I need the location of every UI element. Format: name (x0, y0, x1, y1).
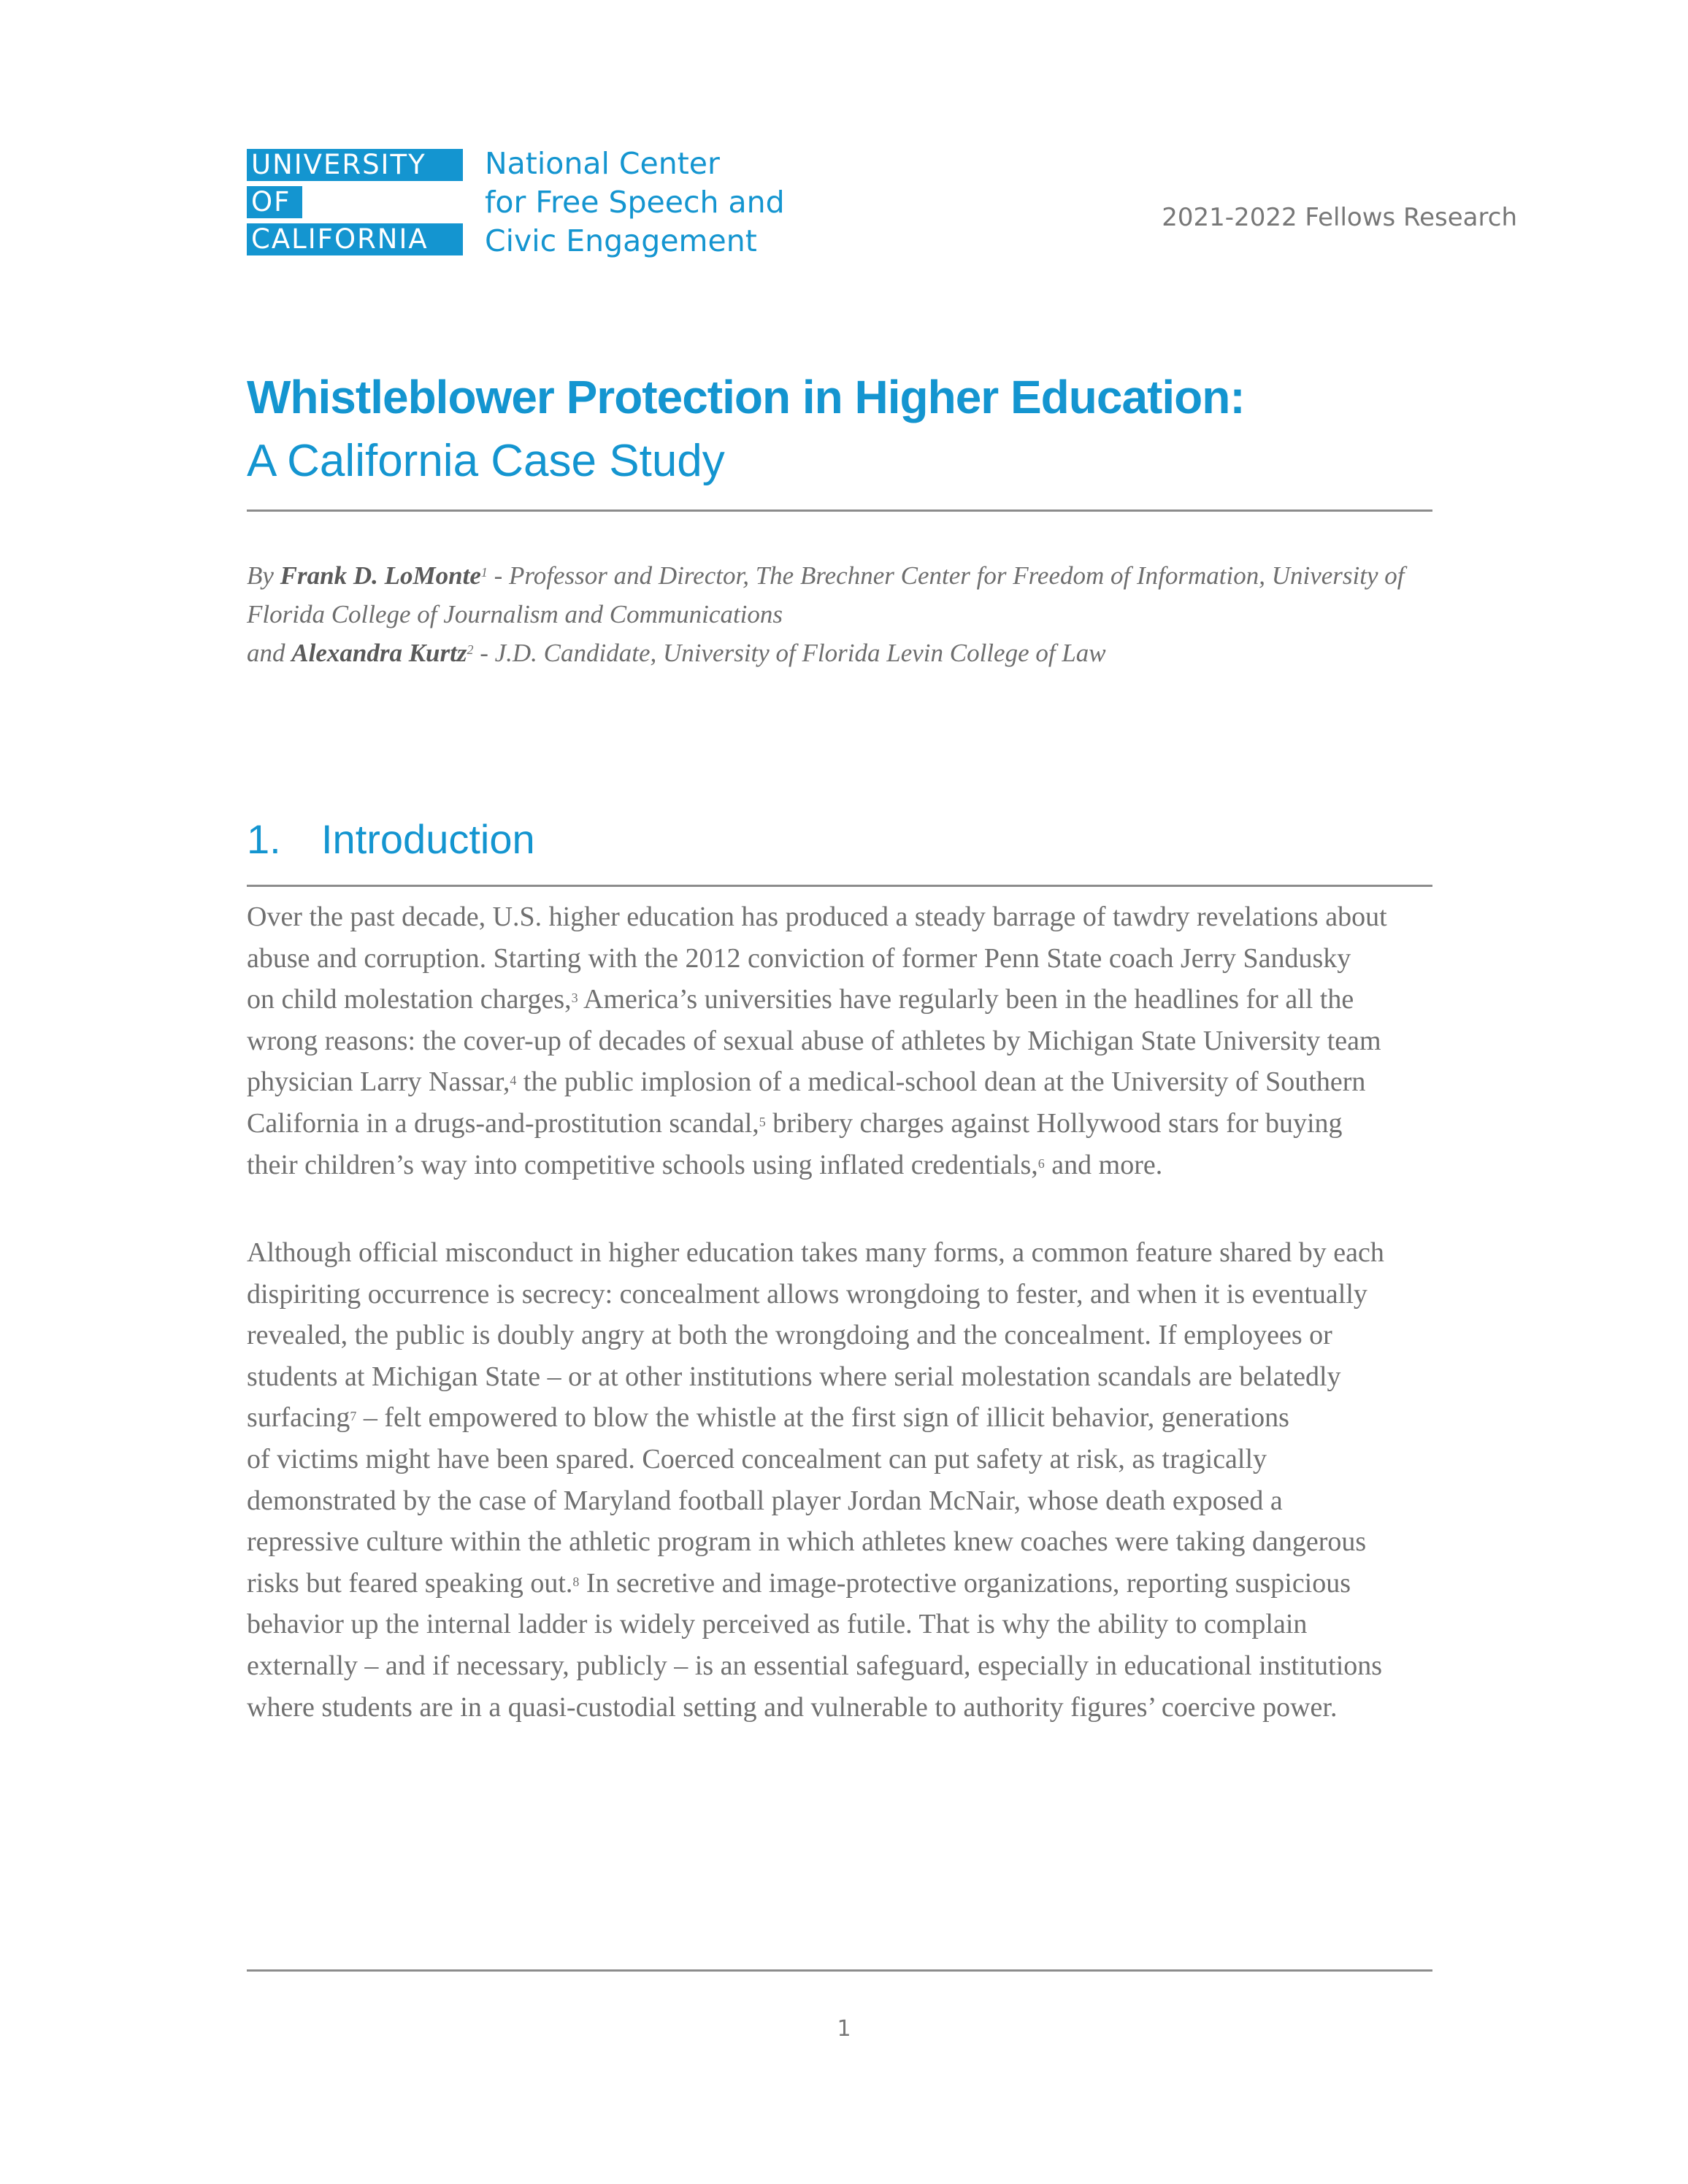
text-run: In secretive and image-protective organizations, reporting suspicious (579, 1567, 1351, 1599)
byline-and: and (247, 639, 292, 667)
byline-by: By (247, 561, 280, 590)
center-name-line-3: Civic Engagement (485, 223, 757, 258)
document-title: Whistleblower Protection in Higher Education: (247, 371, 1245, 423)
paragraph-2-line: externally – and if necessary, publicly – is an essential safeguard, especially in educational institutions (247, 1650, 1383, 1681)
text-run: the public implosion of a medical-school dean at the University of Southern (516, 1066, 1366, 1098)
author-2-footnote: 2 (467, 642, 474, 657)
text-run: their children’s way into competitive schools using inflated credentials, (247, 1149, 1038, 1180)
author-2-name: Alexandra Kurtz (291, 639, 467, 667)
paragraph-2-line: Although official misconduct in higher education takes many forms, a common feature shared by each (247, 1237, 1384, 1268)
paragraph-1-line: Over the past decade, U.S. higher education has produced a steady barrage of tawdry revelations about (247, 901, 1387, 932)
title-block (247, 365, 1432, 493)
byline-line-1 (247, 556, 1432, 595)
section-divider (247, 885, 1432, 887)
paragraph-2-line: revealed, the public is doubly angry at both the wrongdoing and the concealment. If employees or (247, 1320, 1332, 1351)
paragraph-2-line: dispiriting occurrence is secrecy: concealment allows wrongdoing to fester, and when it is eventually (247, 1278, 1367, 1310)
document-subtitle: A California Case Study (247, 436, 725, 486)
paragraph-2-line: repressive culture within the athletic program in which athletes knew coaches were taking dangerous (247, 1526, 1367, 1558)
logo-line-california: CALIFORNIA (247, 223, 463, 255)
footer-divider (247, 1969, 1432, 1972)
page-number: 1 (837, 2016, 851, 2042)
paragraph-2-line: students at Michigan State – or at other institutions where serial molestation scandals are belatedly (247, 1361, 1341, 1392)
text-run: on child molestation charges, (247, 984, 572, 1015)
center-name-line-1: National Center (485, 146, 720, 181)
paragraph-1-line (247, 1103, 1432, 1145)
footnote-ref: 3 (571, 991, 578, 1006)
paragraph-1-line: abuse and corruption. Starting with the 2012 conviction of former Penn State coach Jerry Sandusky (247, 942, 1351, 974)
text-run: America’s universities have regularly been in the headlines for all the (578, 984, 1354, 1015)
text-run: physician Larry Nassar, (247, 1066, 510, 1098)
section-number: 1. (247, 816, 281, 862)
author-2-role: - J.D. Candidate, University of Florida Levin College of Law (473, 639, 1106, 667)
byline-line-2: Florida College of Journalism and Communications (247, 600, 783, 628)
section-title: Introduction (321, 816, 535, 862)
paragraph-2-line (247, 1563, 1432, 1604)
text-run: – felt empowered to blow the whistle at the first sign of illicit behavior, generations (356, 1402, 1289, 1434)
paragraph-2-line: behavior up the internal ladder is widely perceived as futile. That is why the ability to complain (247, 1609, 1308, 1640)
footnote-ref: 4 (510, 1073, 517, 1088)
author-1-role: - Professor and Director, The Brechner Center for Freedom of Information, University of (487, 561, 1405, 590)
paragraph-2 (247, 1232, 1432, 1728)
page-header (247, 145, 1517, 261)
paragraph-1-line (247, 979, 1432, 1020)
byline (247, 556, 1432, 672)
paragraph-1-line: wrong reasons: the cover-up of decades of sexual abuse of athletes by Michigan State University team (247, 1025, 1381, 1056)
text-run: surfacing (247, 1402, 350, 1434)
center-name (485, 145, 785, 261)
title-divider (247, 510, 1432, 512)
logo-line-of: OF (247, 186, 302, 218)
footnote-ref: 8 (572, 1574, 580, 1589)
paragraph-1-line (247, 1145, 1432, 1186)
paragraph-2-line (247, 1397, 1432, 1439)
text-run: bribery charges against Hollywood stars for buying (765, 1107, 1343, 1139)
paragraph-1 (247, 896, 1432, 1185)
paragraph-1-line (247, 1061, 1432, 1103)
author-1-name: Frank D. LoMonte (280, 561, 481, 590)
text-run: and more. (1044, 1149, 1163, 1180)
byline-line-3 (247, 634, 1432, 672)
center-name-line-2: for Free Speech and (485, 185, 785, 220)
footnote-ref: 7 (350, 1409, 357, 1424)
footnote-ref: 5 (759, 1114, 766, 1129)
series-label: 2021-2022 Fellows Research (1162, 203, 1517, 232)
paragraph-2-line: where students are in a quasi-custodial setting and vulnerable to authority figures’ coercive power. (247, 1691, 1338, 1723)
text-run: risks but feared speaking out. (247, 1567, 573, 1599)
section-heading (247, 810, 1432, 869)
footnote-ref: 6 (1037, 1156, 1045, 1171)
author-1-footnote: 1 (480, 565, 488, 580)
paragraph-2-line: demonstrated by the case of Maryland football player Jordan McNair, whose death exposed a (247, 1485, 1283, 1516)
university-of-california-logo (247, 149, 463, 261)
text-run: California in a drugs-and-prostitution scandal, (247, 1107, 759, 1139)
paragraph-2-line: of victims might have been spared. Coerced concealment can put safety at risk, as tragically (247, 1443, 1267, 1474)
logo-line-university: UNIVERSITY (247, 149, 463, 181)
